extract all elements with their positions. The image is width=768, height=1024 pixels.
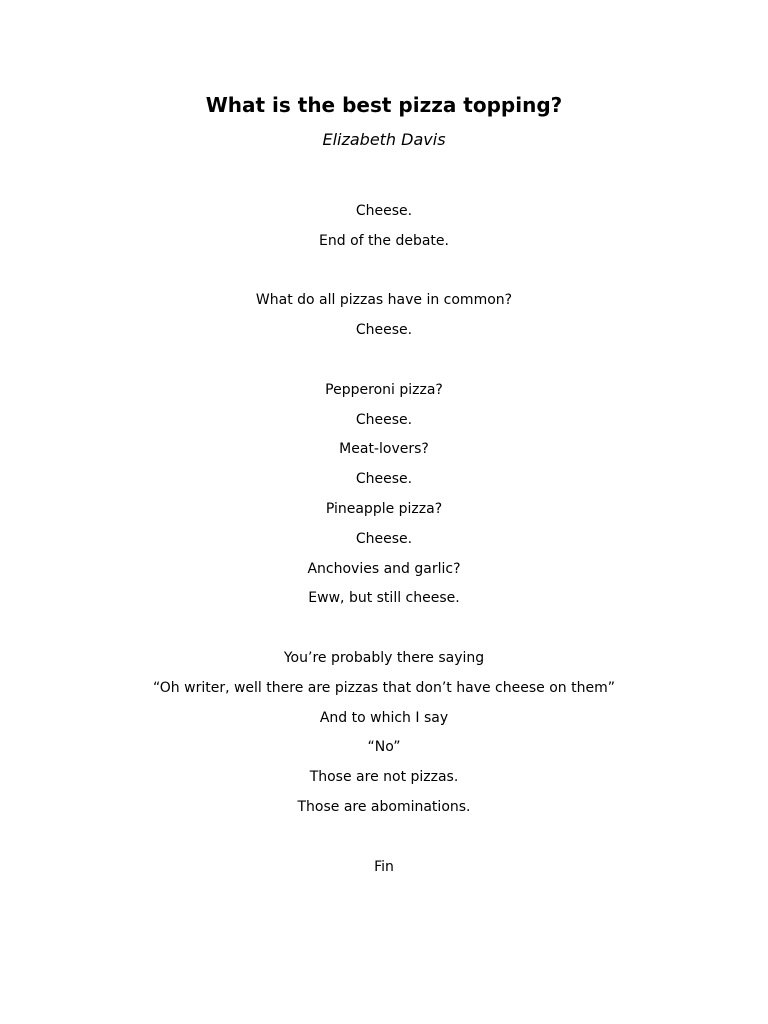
- poem-line: Cheese.: [355, 530, 413, 547]
- poem-line: “No”: [367, 739, 401, 756]
- poem-line: Fin: [374, 858, 394, 875]
- poem-line: End of the debate.: [319, 232, 449, 249]
- stanza-1: [0, 197, 768, 257]
- poem-body: [0, 197, 768, 912]
- poem-line: You’re probably there saying: [283, 649, 485, 666]
- poem-line: Those are abominations.: [297, 798, 471, 815]
- poem-line: Cheese.: [355, 471, 413, 488]
- poem-line: Pepperoni pizza?: [325, 381, 443, 398]
- poem-author: Elizabeth Davis: [322, 130, 446, 149]
- stanza-2: [0, 286, 768, 346]
- poem-line: Meat-lovers?: [339, 441, 429, 458]
- stanza-5: [0, 853, 768, 883]
- poem-line: And to which I say: [319, 709, 449, 726]
- stanza-3: [0, 376, 768, 614]
- poem-line: Cheese.: [355, 322, 413, 339]
- stanza-4: [0, 644, 768, 823]
- poem-line: Cheese.: [355, 203, 413, 219]
- poem-line: Cheese.: [355, 411, 413, 428]
- poem-line: Those are not pizzas.: [309, 769, 459, 786]
- poem-line: “Oh writer, well there are pizzas that don’t have cheese on them”: [153, 679, 615, 696]
- poem-line: Eww, but still cheese.: [308, 590, 460, 607]
- poem-line: Pineapple pizza?: [325, 500, 443, 517]
- poem-line: Anchovies and garlic?: [307, 560, 461, 577]
- poem-title: What is the best pizza topping?: [205, 93, 563, 117]
- poem-line: What do all pizzas have in common?: [255, 292, 513, 309]
